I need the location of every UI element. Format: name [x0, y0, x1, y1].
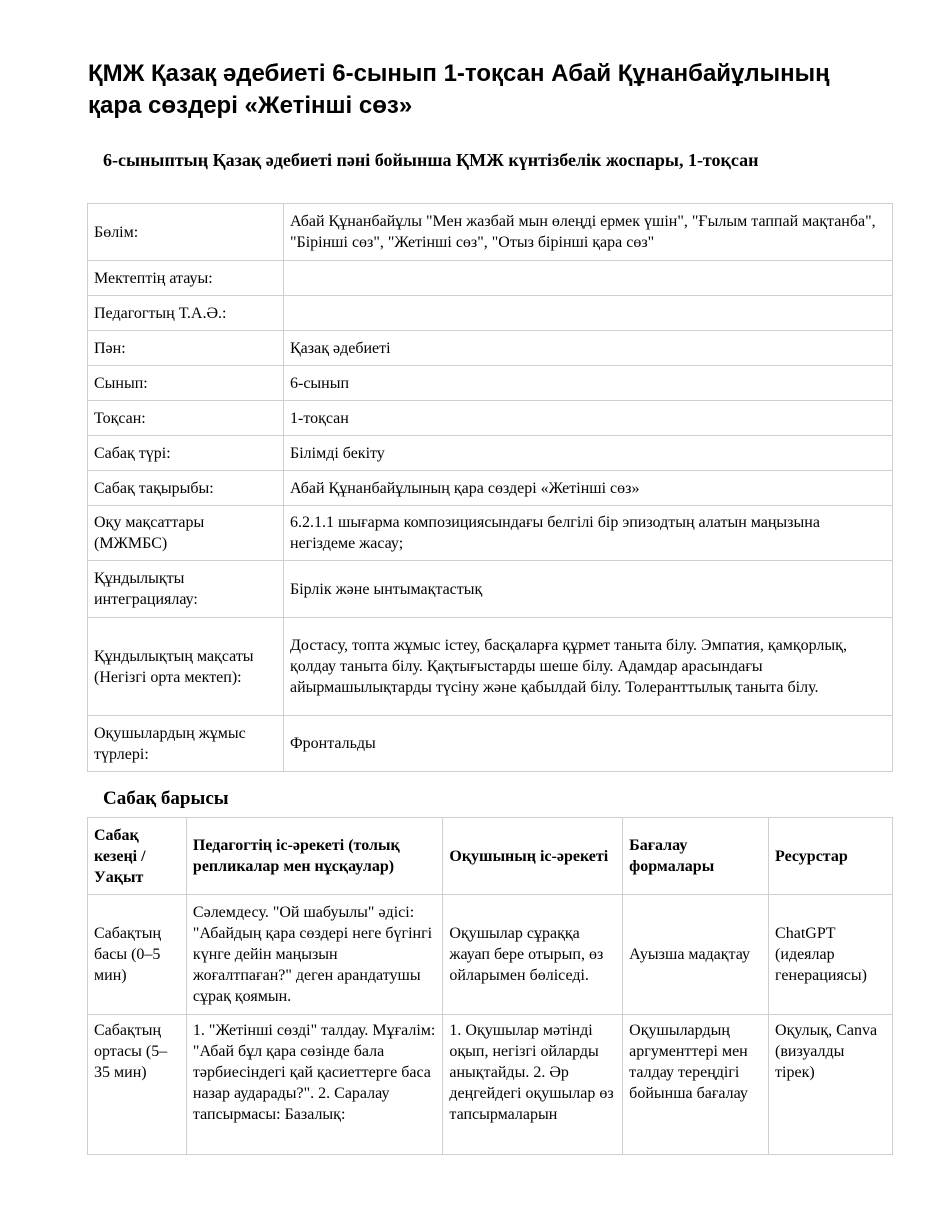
table-row [88, 366, 893, 401]
info-value [284, 261, 893, 296]
table-row [88, 296, 893, 331]
column-header: Сабақ кезеңі / Уақыт [88, 818, 187, 895]
lesson-info-table [87, 203, 893, 772]
info-key: Тоқсан: [88, 401, 284, 436]
table-row [88, 436, 893, 471]
table-row [88, 561, 893, 618]
table-row [88, 618, 893, 716]
column-header: Оқушының іс-әрекеті [443, 818, 623, 895]
info-key: Мектептің атауы: [88, 261, 284, 296]
lesson-flow-table [87, 817, 893, 1155]
info-value: Абай Құнанбайұлының қара сөздері «Жетінші сөз» [284, 471, 893, 506]
info-key: Оқу мақсаттары (МЖМБС) [88, 506, 284, 561]
table-row [88, 401, 893, 436]
info-value: Білімді бекіту [284, 436, 893, 471]
table-header-row [88, 818, 893, 895]
table-cell: Сәлемдесу. "Ой шабуылы" әдісі: "Абайдың қара сөздері неге бүгінгі күнге дейін маңызын жоғалтпаған?" деген арандатушы сұрақ қоямын. [186, 895, 442, 1015]
table-cell: Ауызша мадақтау [623, 895, 769, 1015]
table-row [88, 261, 893, 296]
info-key: Сабақ тақырыбы: [88, 471, 284, 506]
info-key: Пән: [88, 331, 284, 366]
table-row [88, 471, 893, 506]
info-value [284, 296, 893, 331]
section-heading: Сабақ барысы [103, 788, 229, 809]
info-value: 1-тоқсан [284, 401, 893, 436]
plan-subtitle: 6-сыныптың Қазақ әдебиеті пәні бойынша ҚМЖ күнтізбелік жоспары, 1-тоқсан [103, 150, 759, 170]
info-value: Қазақ әдебиеті [284, 331, 893, 366]
table-row [88, 895, 893, 1015]
table-cell: Оқушылардың аргументтері мен талдау тереңдігі бойынша бағалау [623, 1015, 769, 1155]
info-key: Құндылықтың мақсаты (Негізгі орта мектеп): [88, 618, 284, 716]
column-header: Ресурстар [769, 818, 893, 895]
column-header: Педагогтің іс-әрекеті (толық репликалар мен нұсқаулар) [186, 818, 442, 895]
info-value: 6.2.1.1 шығарма композициясындағы белгілі бір эпизодтың алатын маңызына негіздеме жасау; [284, 506, 893, 561]
table-row [88, 331, 893, 366]
table-cell: 1. "Жетінші сөзді" талдау. Мұғалім: "Абай бұл қара сөзінде бала тәрбиесіндегі қай қасиеттерге баса назар аударады?". 2. Саралау тапсырмасы: Базалық: [186, 1015, 442, 1155]
info-key: Бөлім: [88, 204, 284, 261]
table-cell: ChatGPT (идеялар генерациясы) [769, 895, 893, 1015]
info-key: Педагогтың Т.А.Ә.: [88, 296, 284, 331]
info-value: Бірлік және ынтымақтастық [284, 561, 893, 618]
table-cell: Оқушылар сұраққа жауап бере отырып, өз ойларымен бөліседі. [443, 895, 623, 1015]
table-cell: 1. Оқушылар мәтінді оқып, негізгі ойларды анықтайды. 2. Әр деңгейдегі оқушылар өз тапсырмаларын [443, 1015, 623, 1155]
table-cell: Сабақтың басы (0–5 мин) [88, 895, 187, 1015]
table-cell: Оқулық, Canva (визуалды тірек) [769, 1015, 893, 1155]
document-title: ҚМЖ Қазақ әдебиеті 6-сынып 1-тоқсан Абай Құнанбайұлының қара сөздері «Жетінші сөз» [88, 60, 830, 119]
table-row [88, 1015, 893, 1155]
table-row [88, 204, 893, 261]
column-header: Бағалау формалары [623, 818, 769, 895]
info-value: Достасу, топта жұмыс істеу, басқаларға құрмет таныта білу. Эмпатия, қамқорлық, қолдау таныта білу. Қақтығыстарды шеше білу. Адамдар арасындағы айырмашылықтарды түсіну және қабылдай білу. Толеранттылық таныта білу. [284, 618, 893, 716]
info-key: Сынып: [88, 366, 284, 401]
info-key: Оқушылардың жұмыс түрлері: [88, 716, 284, 772]
table-cell: Сабақтың ортасы (5–35 мин) [88, 1015, 187, 1155]
info-value: 6-сынып [284, 366, 893, 401]
info-value: Абай Құнанбайұлы "Мен жазбай мын өлеңді ермек үшін", "Ғылым таппай мақтанба", "Бірінші сөз", "Жетінші сөз", "Отыз бірінші қара сөз" [284, 204, 893, 261]
info-key: Сабақ түрі: [88, 436, 284, 471]
info-key: Құндылықты интеграциялау: [88, 561, 284, 618]
info-value: Фронтальды [284, 716, 893, 772]
table-row [88, 506, 893, 561]
table-row [88, 716, 893, 772]
